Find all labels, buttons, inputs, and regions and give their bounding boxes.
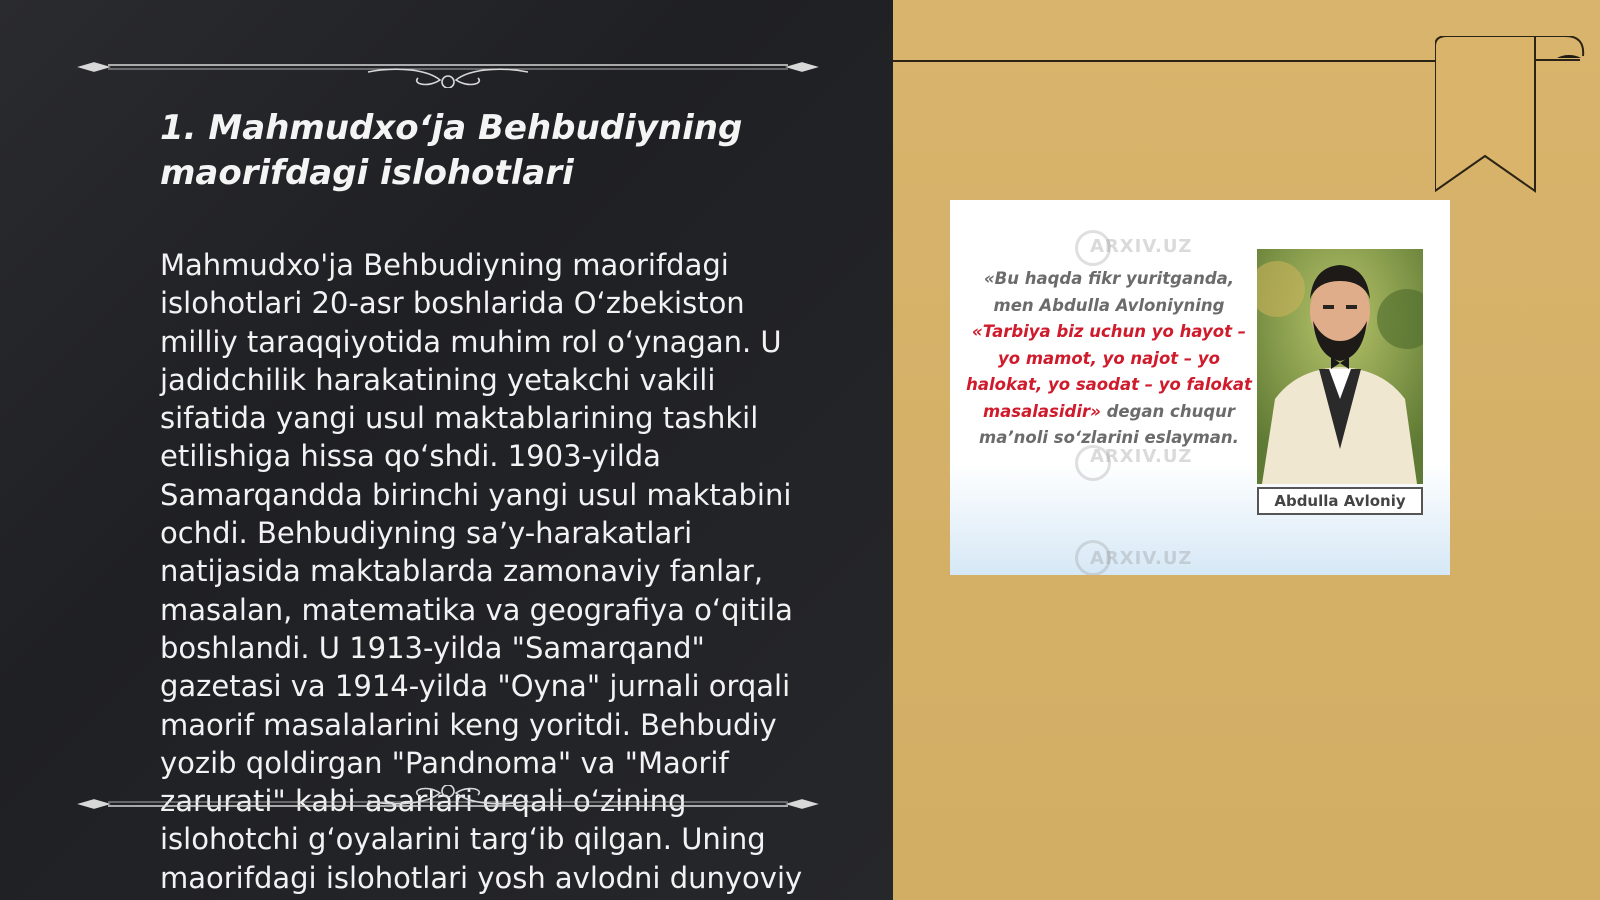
quote-text: [964, 266, 1254, 452]
decorative-line: [893, 60, 1453, 62]
quote-image: [950, 200, 1450, 575]
quote-highlight: «Tarbiya biz uchun yo hayot – yo mamot, yo najot – yo halokat, yo saodat – yo falokat masalasidir»: [966, 322, 1252, 421]
watermark-text: ARXIV.UZ: [1090, 236, 1193, 257]
slide-title: 1. Mahmudxo‘ja Behbudiyning maorifdagi islohotlari: [160, 108, 743, 193]
bookmark-ribbon-icon: [1435, 36, 1585, 201]
portrait-photo: [1257, 249, 1423, 484]
slide-body-text: Mahmudxo'ja Behbudiyning maorifdagi islohotlari 20-asr boshlarida O‘zbekiston milliy taraqqiyotida muhim rol o‘ynagan. U jadidchilik harakatining yetakchi vakili sifatida yangi usul maktablarining tashkil etilishiga hissa qo‘shdi. 1903-yilda Samarqandda birinchi yangi usul maktabini ochdi. Behbudiyning sa’y-harakatlari natijasida maktablarda zamonaviy fanlar, masalan, matematika va geografiya o‘qitila boshlandi. U 1913-yilda "Samarqand" gazetasi va 1914-yilda "Oyna" jurnali orqali maorif masalalarini keng yoritdi. Behbudiy yozib qoldirgan "Pandnoma" va "Maorif zarurati" kabi asarlari orqali o‘zining islohotchi g‘oyalarini targ‘ib qilgan. Uning maorifdagi islohotlari yosh avlodni dunyoviy: [160, 248, 803, 895]
decorative-bottom-border: [68, 785, 828, 825]
quote-intro: «Bu haqda fikr yuritganda, men Abdulla Avloniyning: [983, 269, 1235, 315]
image-panel: [893, 0, 1600, 900]
decorative-top-border: [68, 48, 828, 88]
watermark-text: ARXIV.UZ: [1090, 446, 1193, 467]
portrait-illustration: [1257, 249, 1423, 484]
watermark-text: ARXIV.UZ: [1090, 548, 1193, 569]
quote-outro: degan chuqur ma’noli so‘zlarini eslayman.: [979, 401, 1239, 447]
portrait-caption: Abdulla Avloniy: [1257, 487, 1423, 515]
